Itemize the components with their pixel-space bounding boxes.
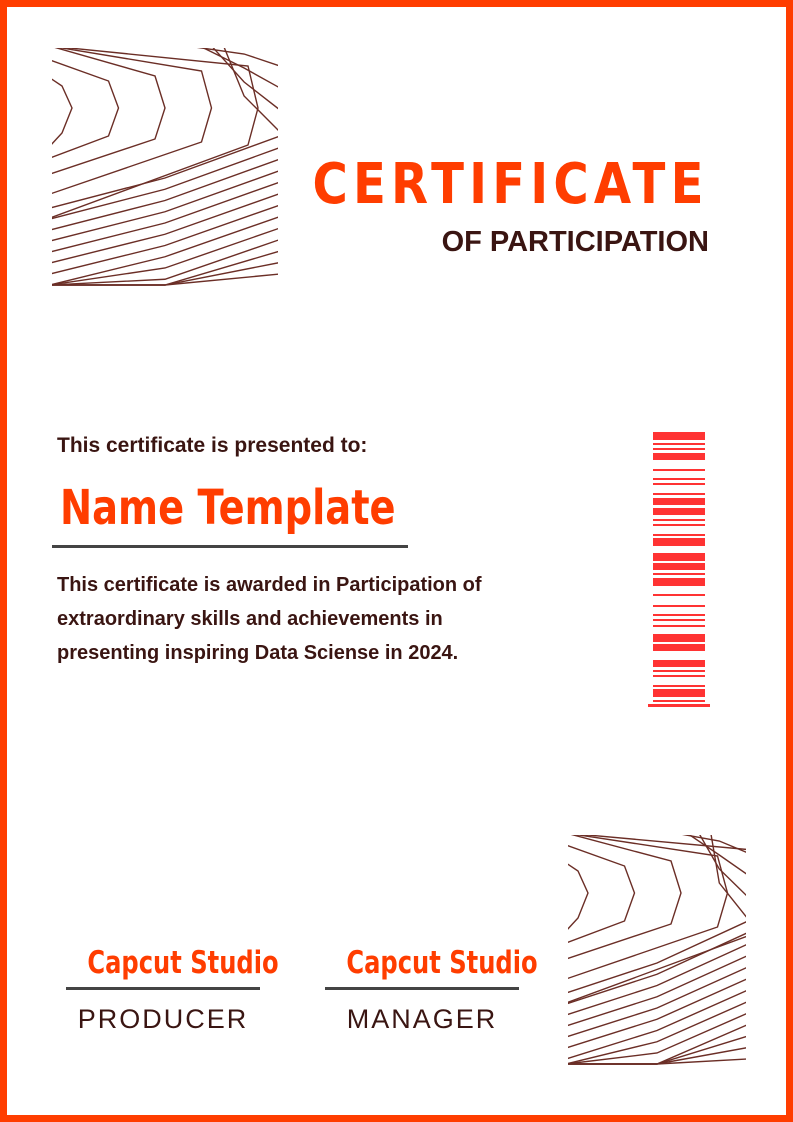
barcode-bar bbox=[653, 689, 705, 697]
contour-line bbox=[568, 990, 746, 1059]
signature-line bbox=[66, 987, 260, 990]
certificate-subtitle: OF PARTICIPATION bbox=[441, 226, 709, 258]
barcode-bar bbox=[653, 508, 705, 515]
barcode-bar bbox=[653, 644, 705, 651]
barcode-bar bbox=[653, 469, 705, 471]
barcode-bar bbox=[653, 675, 705, 677]
barcode-bar bbox=[653, 493, 705, 495]
barcode-bar bbox=[653, 443, 705, 445]
contour-line bbox=[52, 60, 119, 158]
recipient-name: Name Template bbox=[60, 480, 396, 536]
barcode-bar bbox=[653, 578, 705, 586]
barcode-bar bbox=[653, 605, 705, 607]
barcode-bar bbox=[653, 538, 705, 546]
barcode-base bbox=[648, 704, 710, 707]
contour-line bbox=[568, 845, 635, 943]
barcode-bar bbox=[653, 700, 705, 702]
signature-role: PRODUCER bbox=[77, 1004, 249, 1034]
signature-name: Capcut Studio bbox=[346, 945, 538, 981]
barcode-bar bbox=[653, 614, 705, 616]
certificate-title: CERTIFICATE bbox=[312, 152, 709, 217]
name-underline bbox=[52, 545, 408, 548]
contour-line bbox=[568, 967, 746, 1037]
certificate-body: This certificate is awarded in Participation of extraordinary skills and achievements in presenting inspiring Data Sciense in 2024. bbox=[57, 574, 482, 664]
barcode-bar bbox=[653, 453, 705, 460]
barcode-bar bbox=[653, 573, 705, 575]
barcode-bar bbox=[653, 634, 705, 642]
contour-lines-bottom-right bbox=[568, 835, 746, 1067]
barcode-bar bbox=[653, 670, 705, 672]
signature-manager bbox=[325, 945, 538, 1035]
contour-line bbox=[188, 48, 278, 66]
barcode-bar bbox=[653, 498, 705, 505]
barcode bbox=[646, 430, 712, 710]
contour-line bbox=[568, 1002, 746, 1065]
barcode-bar bbox=[653, 553, 705, 561]
barcode-bar bbox=[653, 625, 705, 627]
barcode-bar bbox=[653, 478, 705, 480]
barcode-bar bbox=[653, 448, 705, 450]
signature-line bbox=[325, 987, 519, 990]
contour-line bbox=[568, 835, 728, 979]
presented-label: This certificate is presented to: bbox=[57, 434, 368, 457]
contour-line bbox=[224, 48, 278, 132]
barcode-bar bbox=[653, 483, 705, 485]
barcode-bar bbox=[653, 534, 705, 536]
contour-line bbox=[212, 48, 278, 110]
barcode-bar bbox=[653, 519, 705, 521]
contour-line bbox=[52, 78, 72, 146]
contour-line bbox=[52, 263, 278, 286]
contour-line bbox=[52, 217, 278, 286]
signature-role: MANAGER bbox=[346, 1004, 498, 1034]
barcode-bar bbox=[653, 660, 705, 667]
contour-line bbox=[568, 835, 681, 959]
contour-lines-top-left bbox=[52, 48, 278, 288]
barcode-bar bbox=[653, 619, 705, 621]
signature-producer bbox=[66, 945, 279, 1035]
signature-name: Capcut Studio bbox=[87, 945, 279, 981]
barcode-bar bbox=[653, 594, 705, 596]
barcode-bar bbox=[653, 563, 705, 570]
barcode-bar bbox=[653, 432, 705, 440]
contour-line bbox=[568, 863, 588, 931]
barcode-bar bbox=[653, 524, 705, 526]
contour-line bbox=[52, 205, 278, 274]
barcode-bar bbox=[653, 685, 705, 687]
